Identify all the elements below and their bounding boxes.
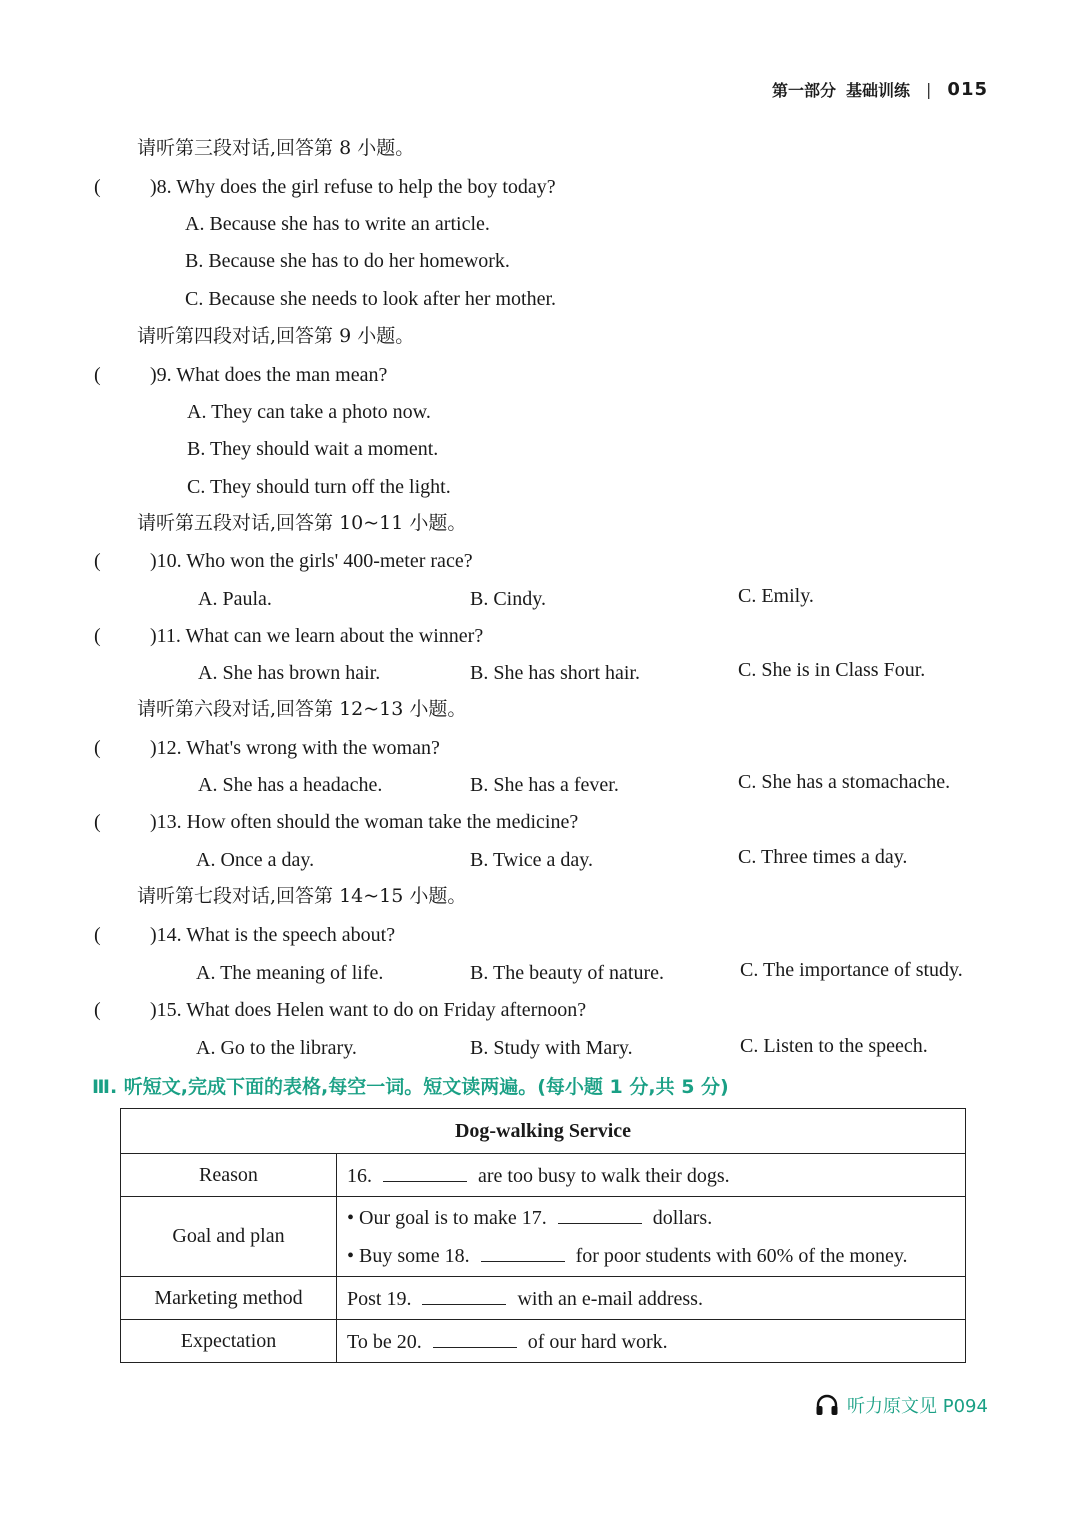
answer-paren: ( <box>94 924 101 946</box>
page-header <box>772 78 988 101</box>
q15-option-a: A. Go to the library. <box>196 1037 357 1059</box>
item-text: with an e-mail address. <box>517 1287 703 1310</box>
part-label: 第一部分 <box>772 81 837 100</box>
instruction-3: 请听第三段对话,回答第 8 小题。 <box>137 137 415 159</box>
q9-option-a: A. They can take a photo now. <box>187 401 431 423</box>
bullet-line-1 <box>347 1199 955 1237</box>
answer-paren: ( <box>94 550 101 572</box>
table-row <box>121 1154 966 1197</box>
q13-option-c: C. Three times a day. <box>738 846 908 868</box>
instruction-7: 请听第七段对话,回答第 14~15 小题。 <box>137 885 467 907</box>
row-label-goal: Goal and plan <box>121 1197 337 1277</box>
q11-option-a: A. She has brown hair. <box>198 662 381 684</box>
answer-paren: ( <box>94 999 101 1021</box>
headphones-icon <box>815 1394 839 1416</box>
item-text: Buy some 18. <box>359 1244 470 1267</box>
answer-blank-17[interactable] <box>558 1205 642 1224</box>
answer-blank-19[interactable] <box>422 1286 506 1305</box>
instruction-4: 请听第四段对话,回答第 9 小题。 <box>137 325 415 347</box>
table-row <box>121 1197 966 1277</box>
item-text: dollars. <box>652 1206 713 1229</box>
q14-option-b: B. The beauty of nature. <box>470 962 665 984</box>
header-divider: | <box>926 80 932 99</box>
item-text: To be 20. <box>347 1330 422 1353</box>
answer-blank-16[interactable] <box>383 1163 467 1182</box>
q9-option-b: B. They should wait a moment. <box>187 438 439 460</box>
bullet-line-2 <box>347 1237 955 1275</box>
row-label-reason: Reason <box>121 1154 337 1197</box>
question-13: )13. How often should the woman take the medicine? <box>150 811 579 833</box>
instruction-5: 请听第五段对话,回答第 10~11 小题。 <box>137 512 467 534</box>
item-number: 16. <box>347 1164 372 1187</box>
table-row <box>121 1277 966 1320</box>
instruction-6: 请听第六段对话,回答第 12~13 小题。 <box>137 698 467 720</box>
page-number: 015 <box>947 79 988 100</box>
bullet-icon: • <box>347 1244 355 1267</box>
table-row <box>121 1320 966 1363</box>
answer-paren: ( <box>94 364 101 386</box>
question-8: )8. Why does the girl refuse to help the boy today? <box>150 176 556 198</box>
q13-option-a: A. Once a day. <box>196 849 315 871</box>
question-15: )15. What does Helen want to do on Friday afternoon? <box>150 999 587 1021</box>
question-10: )10. Who won the girls' 400-meter race? <box>150 550 473 572</box>
item-text: Our goal is to make 17. <box>359 1206 547 1229</box>
answer-blank-18[interactable] <box>481 1243 565 1262</box>
item-text: Post 19. <box>347 1287 412 1310</box>
q8-option-c: C. Because she needs to look after her mother. <box>185 288 556 310</box>
section-label: 基础训练 <box>846 81 911 100</box>
q15-option-c: C. Listen to the speech. <box>740 1035 928 1057</box>
row-content-marketing <box>337 1277 966 1320</box>
q10-option-c: C. Emily. <box>738 585 814 607</box>
dog-walking-table <box>120 1108 966 1363</box>
q14-option-a: A. The meaning of life. <box>196 962 384 984</box>
question-9: )9. What does the man mean? <box>150 364 388 386</box>
row-content-expectation <box>337 1320 966 1363</box>
row-label-expectation: Expectation <box>121 1320 337 1363</box>
bullet-icon: • <box>347 1206 355 1229</box>
q8-option-b: B. Because she has to do her homework. <box>185 250 510 272</box>
answer-paren: ( <box>94 625 101 647</box>
answer-paren: ( <box>94 737 101 759</box>
listening-script-link[interactable] <box>815 1392 988 1418</box>
table-title: Dog-walking Service <box>121 1109 966 1154</box>
answer-paren: ( <box>94 176 101 198</box>
item-text: for poor students with 60% of the money. <box>575 1244 908 1267</box>
q11-option-b: B. She has short hair. <box>470 662 640 684</box>
q12-option-a: A. She has a headache. <box>198 774 383 796</box>
q12-option-b: B. She has a fever. <box>470 774 619 796</box>
question-11: )11. What can we learn about the winner? <box>150 625 484 647</box>
q8-option-a: A. Because she has to write an article. <box>185 213 490 235</box>
listening-script-text: 听力原文见 P094 <box>847 1396 988 1417</box>
answer-paren: ( <box>94 811 101 833</box>
section-3-heading: Ⅲ. 听短文,完成下面的表格,每空一词。短文读两遍。(每小题 1 分,共 5 分) <box>92 1076 729 1098</box>
item-text: of our hard work. <box>527 1330 668 1353</box>
question-14: )14. What is the speech about? <box>150 924 396 946</box>
question-12: )12. What's wrong with the woman? <box>150 737 440 759</box>
q10-option-a: A. Paula. <box>198 588 272 610</box>
q13-option-b: B. Twice a day. <box>470 849 594 871</box>
answer-blank-20[interactable] <box>433 1329 517 1348</box>
q15-option-b: B. Study with Mary. <box>470 1037 633 1059</box>
row-content-reason <box>337 1154 966 1197</box>
q12-option-c: C. She has a stomachache. <box>738 771 951 793</box>
q11-option-c: C. She is in Class Four. <box>738 659 926 681</box>
q14-option-c: C. The importance of study. <box>740 959 963 981</box>
row-label-marketing: Marketing method <box>121 1277 337 1320</box>
item-text: are too busy to walk their dogs. <box>478 1164 730 1187</box>
row-content-goal <box>337 1197 966 1277</box>
q9-option-c: C. They should turn off the light. <box>187 476 451 498</box>
q10-option-b: B. Cindy. <box>470 588 546 610</box>
